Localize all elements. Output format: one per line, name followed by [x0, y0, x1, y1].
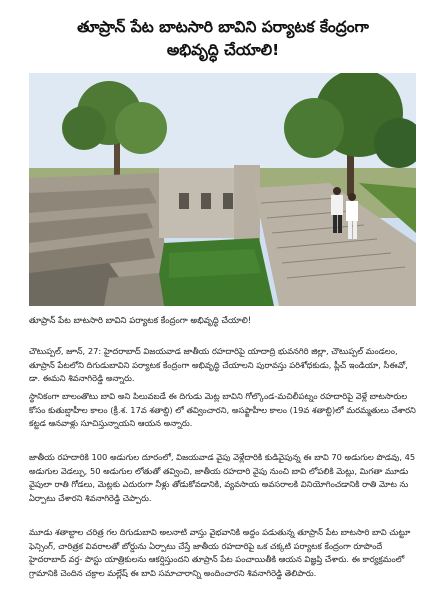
paragraph-4: మూడు శతాబ్దాల చరిత్ర గల దిగుడుబావి అలనాటి వాస్తు వైభవానికి అద్దం పడుతున్న తూప్రాన్ పేట బాటసారి బావి చుట్టూ ఫెన్సింగ్, చారిత్రక వివరాలతో బోర్డును ఏర్పాటు చేస్తే జాతీయ రహదారిపై ఒక చక్కటి పర్యాటక కేంద్రంగా రూపొందే హైదరాబాద్ వర్త- పొస్టు యాత్రికులను ఆకర్షిస్తుందని తూప్రాన్ పేట పంచాయితీకి ఆయన విజ్ఞప్తి చేశారు. ఈ కార్యక్రమంలో గ్రామానికి చెందిన చక్రాల మల్లేష్ ఈ బావి సమాచారాన్ని అందించారని శివనాగిరెడ్డి తెలిపారు.	[29, 527, 411, 578]
paragraph-3: జాతీయ రహదారికి 100 అడుగుల దూరంలో, విజయవాడ వైపు వెళ్లేదారికి కుడివైపున్న ఈ బావి 70 అడుగుల పొడవు, 45 అడుగుల వెడల్పు, 50 అడుగుల లోతుతో తవ్వించి, జాతీయ రహదారి వైపు నుంచి బావి లోపలికి మెట్లు, మిగతా మూడు వైపులా రాతి గోడలు, మెట్లకు ఎదురుగా నీళ్లు తోడుకోవడానికి, వ్యవసాయ అవసరాలకి వినియోగించడానికి రాతి మోట ను ఏర్పాటు చేశారని శివనాగిరెడ్డి చెప్పారు.	[29, 452, 416, 503]
headline-line-2: అభివృద్ధి చేయాలి!	[166, 41, 280, 60]
back-wall-niches	[179, 193, 233, 209]
stepwell-photo-illustration	[29, 73, 416, 306]
photo-caption: తూప్రాన్ పేట బాటసారి బావిని పర్యాటక కేంద్రంగా అభివృద్ధి చేయాలి!	[29, 316, 252, 326]
stepwell-photo	[29, 73, 416, 306]
headline	[20, 16, 426, 62]
headline-line-1: తూప్రాన్ పేట బాటసారి బావిని పర్యాటక కేంద్రంగా	[77, 18, 369, 37]
paragraph-1: చౌటుప్పల్, జూన్, 27: హైదరాబాద్ విజయవాడ జాతీయ రహదారిపై యాదాద్రి భువనగిరి జిల్లా, చౌటుప్పల్ మండలం, తూప్రాన్ పేటలోని దిగుడుబావిని పర్యాటక కేంద్రంగా అభివృద్ధి చేయాలని పురావస్తు పరిశోధకుడు, ప్లీచ్ ఇండియా, సీఈవో, డా. ఈమని శివనాగిరెడ్డి అన్నారు.	[29, 346, 408, 384]
paragraph-2: స్థానికంగా బాలంతొటు బావి అని పిలువబడే ఈ దిగుడు మెట్ల బావిని గోల్కొండ-మచిలీపట్నం రహదారిపై వెళ్లే బాటసారుల కోసం కుతుబ్షాహీల కాలం (క్రీ.శ. 17వ శతాబ్ది) లో తవ్వించారని, అసఫ్జాహీల కాలం (19వ శతాబ్ది)లో మరమ్మతులు చేశారని కట్టడ ఆనవాళ్లు సూచిస్తున్నాయని ఆయన అన్నారు.	[29, 391, 416, 429]
